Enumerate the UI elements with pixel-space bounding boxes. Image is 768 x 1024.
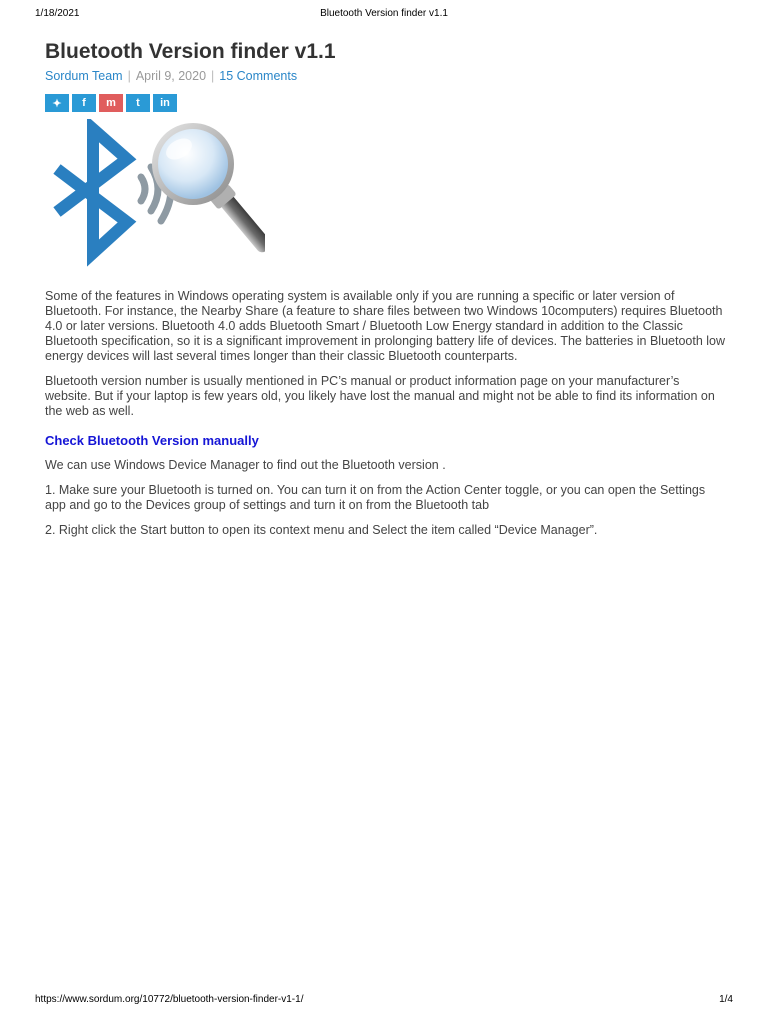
- article-meta: [45, 68, 725, 84]
- meta-separator: |: [211, 69, 215, 83]
- bluetooth-magnifier-image: [45, 119, 265, 267]
- linkedin-icon: in: [160, 97, 170, 109]
- step-2-paragraph: 2. Right click the Start button to open its context menu and Select the item called “Device Manager”.: [45, 523, 598, 537]
- mix-share-button[interactable]: [99, 94, 123, 112]
- twitter-icon: ✦: [52, 97, 62, 110]
- comments-link[interactable]: 15 Comments: [219, 69, 298, 83]
- device-manager-paragraph: We can use Windows Device Manager to find out the Bluetooth version .: [45, 458, 446, 472]
- article-body: [45, 289, 725, 538]
- print-header: [0, 8, 768, 22]
- facebook-share-button[interactable]: [72, 94, 96, 112]
- author-link[interactable]: Sordum Team: [45, 69, 123, 83]
- intro-paragraph: Some of the features in Windows operating system is available only if you are running a specific or later version of Bluetooth. For instance, the Nearby Share (a feature to share files between two Windows 10computers) requires Bluetooth 4.0 or later versions. Bluetooth 4.0 adds Bluetooth Smart / Bluetooth Low Energy standard in addition to the Classic Bluetooth specification, so it is a significant improvement in prolonging battery life of devices. The batteries in Bluetooth low energy devices will last several times longer than their classic Bluetooth counterparts.: [45, 289, 725, 363]
- print-date: 1/18/2021: [35, 8, 80, 19]
- page-number: 1/4: [719, 994, 733, 1005]
- post-date: April 9, 2020: [135, 69, 207, 83]
- share-bar: [45, 94, 725, 112]
- print-title: Bluetooth Version finder v1.1: [320, 8, 448, 19]
- article-title: Bluetooth Version finder v1.1: [45, 40, 336, 63]
- magnifier-icon: [152, 123, 265, 255]
- mix-icon: m: [106, 97, 116, 109]
- bluetooth-icon: [57, 129, 127, 253]
- tumblr-icon: t: [136, 97, 140, 109]
- page-url: https://www.sordum.org/10772/bluetooth-version-finder-v1-1/: [35, 994, 304, 1005]
- facebook-icon: f: [82, 97, 86, 109]
- manual-paragraph: Bluetooth version number is usually mentioned in PC’s manual or product information page on your manufacturer’s website. But if your laptop is few years old, you likely have lost the manual and might not be able to find its information on the web as well.: [45, 374, 715, 418]
- meta-separator: |: [127, 69, 131, 83]
- article: [45, 38, 725, 548]
- step-1-paragraph: 1. Make sure your Bluetooth is turned on. You can turn it on from the Action Center toggle, or you can open the Settings app and go to the Devices group of settings and turn it on from the Bluetooth tab: [45, 483, 706, 512]
- tumblr-share-button[interactable]: [126, 94, 150, 112]
- twitter-share-button[interactable]: [45, 94, 69, 112]
- linkedin-share-button[interactable]: [153, 94, 177, 112]
- section-heading: Check Bluetooth Version manually: [45, 433, 259, 448]
